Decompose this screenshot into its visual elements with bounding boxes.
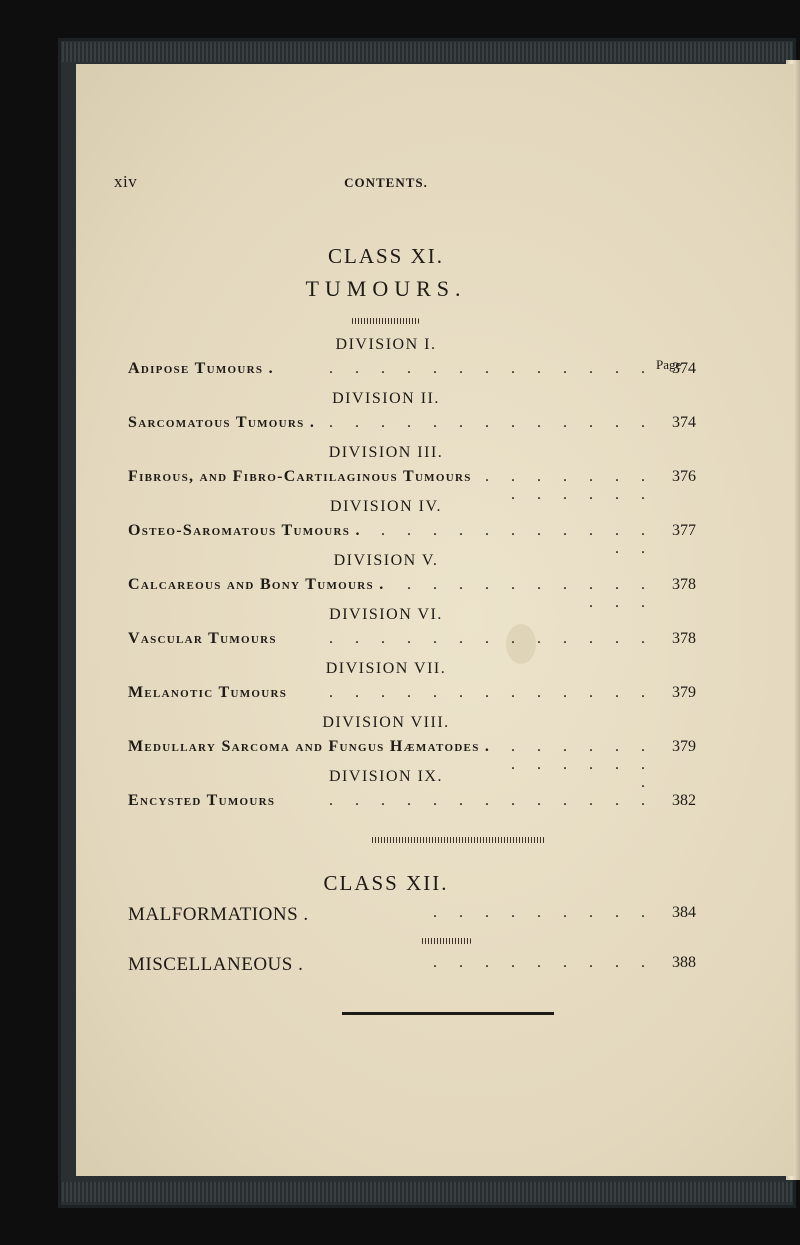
leader-dots: . . . . . . . . . . . . . [381, 522, 654, 557]
leader-dots: . . . . . . . . . . . . . [329, 792, 654, 809]
entry-label: Encysted Tumours [128, 792, 276, 809]
entry-label: Calcareous and Bony Tumours . [128, 576, 385, 593]
entry-page-number: 384 [672, 904, 696, 921]
entry-page-number: 378 [672, 630, 696, 647]
closing-rule [342, 1012, 554, 1015]
division-heading: DIVISION II. [332, 390, 440, 407]
leader-dots: . . . . . . . . . . . . . [485, 468, 654, 503]
contents-entry-miscellaneous[interactable] [128, 954, 696, 976]
cover-spine-texture-top [62, 42, 792, 62]
contents-page [76, 64, 794, 1176]
entry-page-number: 377 [672, 522, 696, 539]
leader-dots: . . . . . . . . . [433, 904, 654, 921]
contents-entry[interactable] [128, 684, 696, 706]
ornament-flourish [350, 318, 420, 324]
class-xii-heading: CLASS XII. [323, 871, 449, 895]
entry-page-number: 374 [672, 360, 696, 377]
division-heading: DIVISION VII. [325, 660, 447, 677]
division-heading: DIVISION VI. [329, 606, 443, 623]
entry-label: Medullary Sarcoma and Fungus Hæmatodes . [128, 738, 491, 755]
division-heading: DIVISION IX. [329, 768, 443, 785]
entry-page-number: 376 [672, 468, 696, 485]
entry-page-number: 388 [672, 954, 696, 971]
running-head-title: CONTENTS. [344, 175, 428, 190]
contents-entry[interactable] [128, 522, 696, 557]
entry-label: Osteo-Saromatous Tumours . [128, 522, 361, 539]
entry-page-number: 382 [672, 792, 696, 809]
contents-entry[interactable] [128, 414, 696, 436]
entry-page-number: 374 [672, 414, 696, 431]
contents-entry[interactable] [128, 360, 696, 382]
entry-label: Adipose Tumours . [128, 360, 274, 377]
leader-dots: . . . . . . . . . [433, 954, 654, 971]
entry-page-number: 379 [672, 684, 696, 701]
ornament-divider [370, 837, 546, 843]
entry-page-number: 378 [672, 576, 696, 593]
entry-label: Vascular Tumours [128, 630, 277, 647]
entry-label: MISCELLANEOUS . [128, 954, 304, 975]
entry-label: Melanotic Tumours [128, 684, 288, 701]
page-number: xiv [114, 172, 138, 191]
leader-dots: . . . . . . . . . . . . . [329, 684, 654, 701]
entry-label: Fibrous, and Fibro-Cartilaginous Tumours [128, 468, 472, 485]
leader-dots: . . . . . . . . . . . . . [329, 414, 654, 431]
ornament-small [420, 938, 472, 944]
entry-label: Sarcomatous Tumours . [128, 414, 316, 431]
contents-entry[interactable] [128, 468, 696, 503]
division-heading: DIVISION IV. [330, 498, 442, 515]
division-heading: DIVISION I. [335, 336, 437, 353]
contents-entry[interactable] [128, 630, 696, 652]
contents-entry[interactable] [128, 792, 696, 814]
leader-dots: . . . . . . . . . . . . . [407, 576, 654, 611]
contents-entry-malformations[interactable] [128, 904, 696, 926]
leader-dots: . . . . . . . . . . . . . [511, 738, 654, 791]
division-heading: DIVISION VIII. [322, 714, 450, 731]
contents-entry[interactable] [128, 576, 696, 611]
leader-dots: . . . . . . . . . . . . . [329, 630, 654, 647]
page-column-label: Page [656, 357, 682, 372]
division-heading: DIVISION V. [333, 552, 439, 569]
entry-page-number: 379 [672, 738, 696, 755]
cover-spine-texture-bottom [62, 1182, 792, 1202]
leader-dots: . . . . . . . . . . . . . [329, 360, 654, 377]
class-xi-subject: TUMOURS. [305, 276, 467, 301]
class-xi-heading: CLASS XI. [327, 244, 445, 268]
division-heading: DIVISION III. [328, 444, 444, 461]
entry-label: MALFORMATIONS . [128, 904, 309, 925]
